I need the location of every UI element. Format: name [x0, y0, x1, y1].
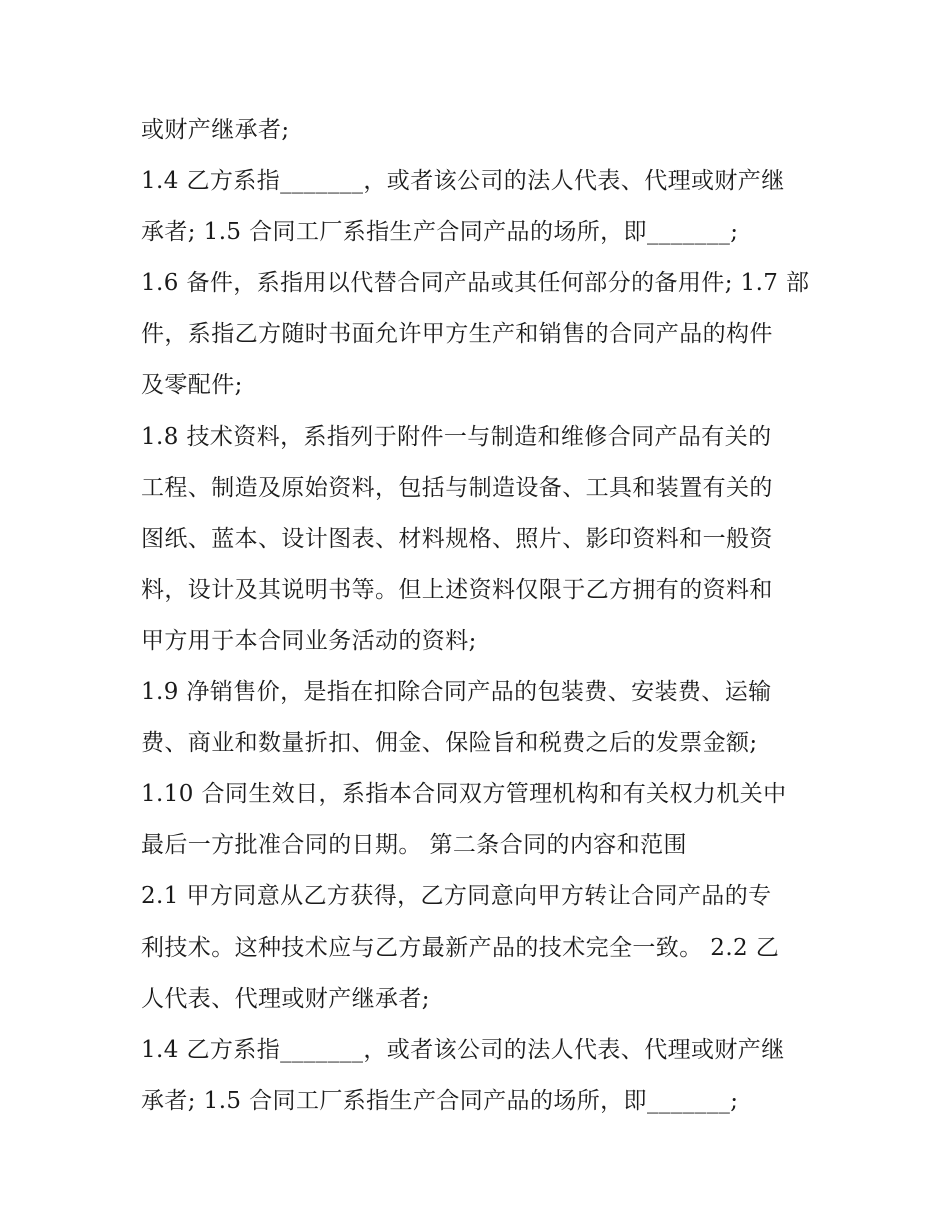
text-line: 1.9 净销售价，是指在扣除合同产品的包装费、安装费、运输: [141, 679, 772, 706]
text-line: 承者; 1.5 合同工厂系指生产合同产品的场所，即_______;: [141, 219, 739, 246]
text-line: 1.4 乙方系指_______，或者该公司的法人代表、代理或财产继: [141, 168, 785, 195]
text-line: 1.10 合同生效日，系指本合同双方管理机构和有关权力机关中: [141, 781, 787, 808]
text-line: 1.8 技术资料，系指列于附件一与制造和维修合同产品有关的: [141, 423, 772, 450]
text-line: 人代表、代理或财产继承者;: [141, 985, 430, 1012]
text-line: 2.1 甲方同意从乙方获得，乙方同意向甲方转让合同产品的专: [141, 883, 772, 910]
text-line: 利技术。这种技术应与乙方最新产品的技术完全一致。 2.2 乙: [141, 934, 780, 961]
contract-text: [141, 108, 821, 1130]
text-line: 图纸、蓝本、设计图表、材料规格、照片、影印资料和一般资: [141, 525, 773, 552]
text-line: 最后一方批准合同的日期。 第二条合同的内容和范围: [141, 832, 687, 859]
text-line: 料，设计及其说明书等。但上述资料仅限于乙方拥有的资料和: [141, 576, 773, 603]
text-line: 1.6 备件，系指用以代替合同产品或其任何部分的备用件; 1.7 部: [141, 270, 810, 297]
text-line: 件，系指乙方随时书面允许甲方生产和销售的合同产品的构件: [141, 321, 773, 348]
text-line: 工程、制造及原始资料，包括与制造设备、工具和装置有关的: [141, 474, 773, 501]
text-line: 甲方用于本合同业务活动的资料;: [141, 627, 477, 654]
text-line: 或财产继承者;: [141, 117, 290, 143]
text-line: 费、商业和数量折扣、佣金、保险旨和税费之后的发票金额;: [141, 730, 758, 757]
text-line: 1.4 乙方系指_______，或者该公司的法人代表、代理或财产继: [141, 1036, 785, 1063]
text-line: 及零配件;: [141, 372, 243, 399]
text-line: 承者; 1.5 合同工厂系指生产合同产品的场所，即_______;: [141, 1087, 739, 1114]
